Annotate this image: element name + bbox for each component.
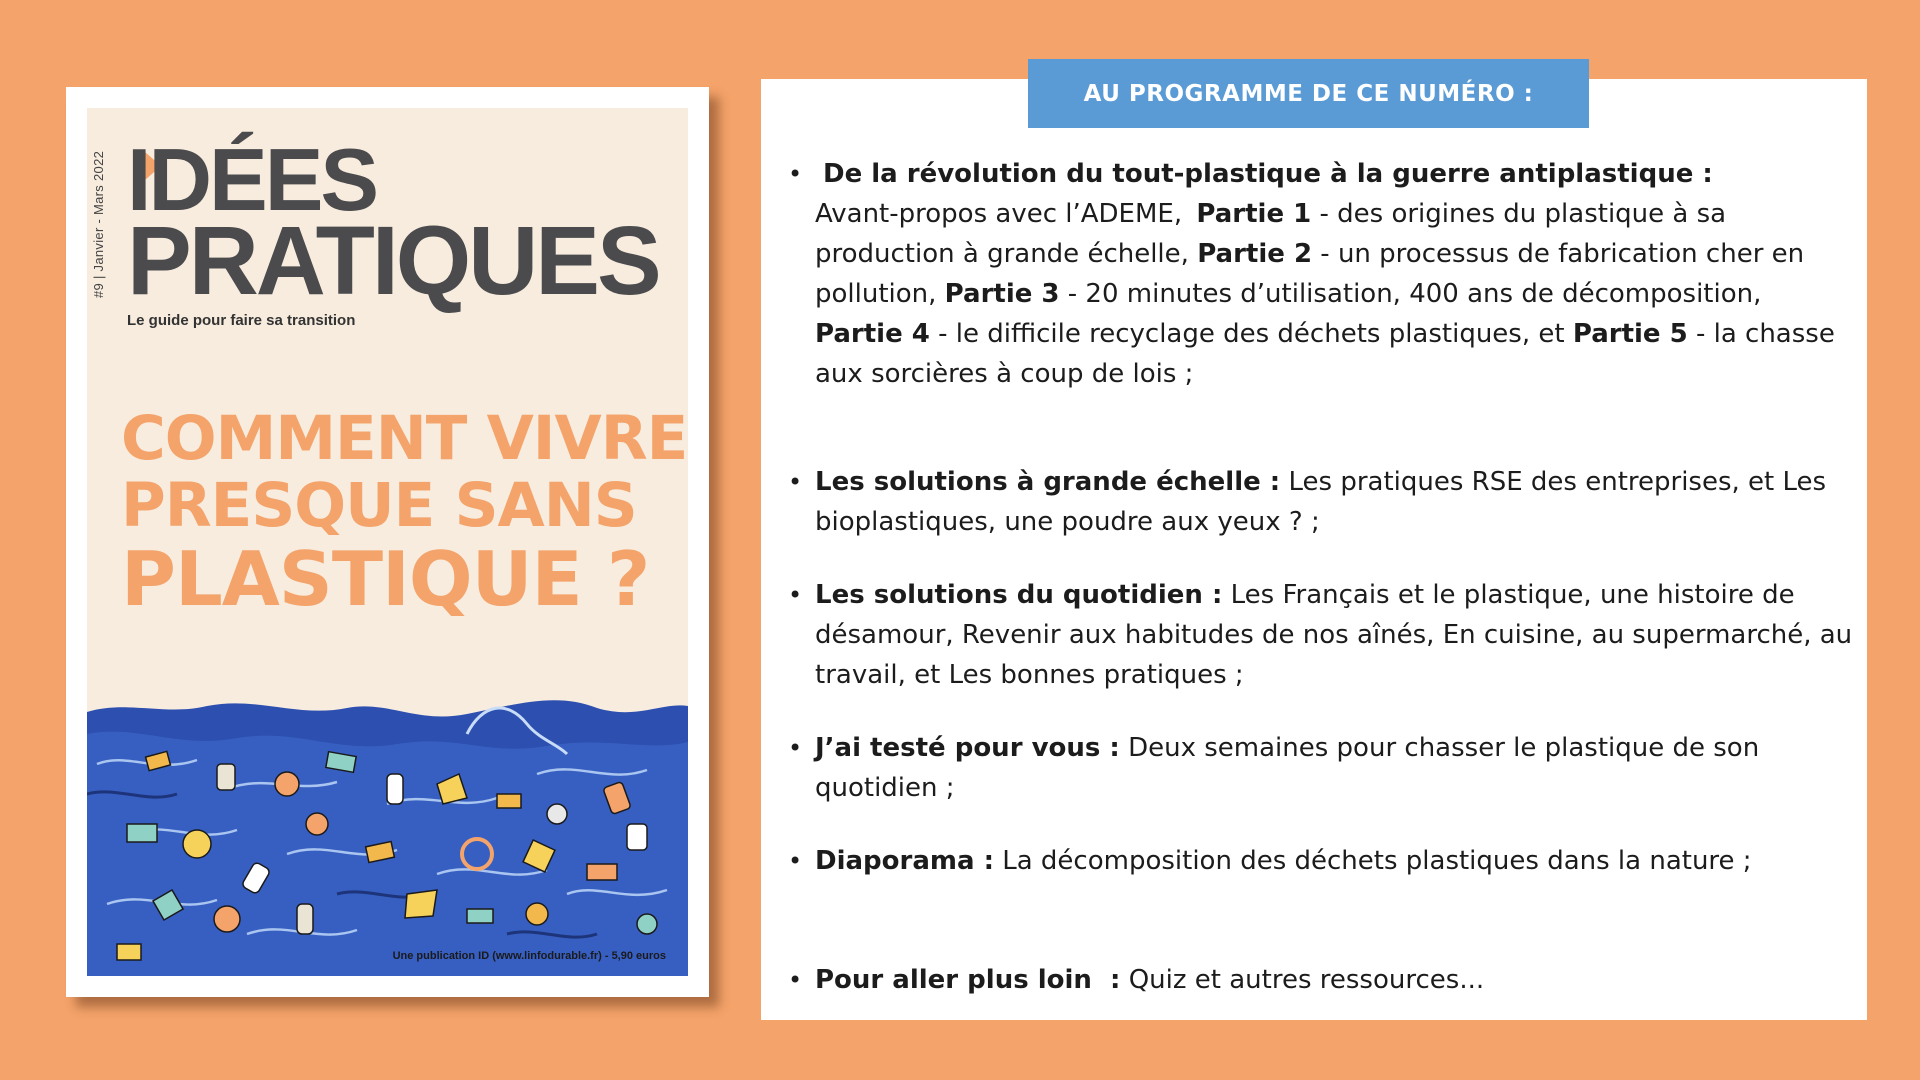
list-item [788,575,1855,695]
bullet-icon: • [788,581,803,609]
cover-page [87,108,688,976]
program-list [761,79,1867,1020]
item-title: Pour aller plus loin : [815,965,1121,995]
item-title: Les solutions à grande échelle : [815,467,1281,497]
item-title: J’ai testé pour vous : [815,733,1120,763]
part-label: Partie 1 [1196,199,1312,229]
cover-headline [121,403,688,623]
cover-tagline: Le guide pour faire sa transition [127,312,356,329]
program-badge: AU PROGRAMME DE CE NUMÉRO : [1028,59,1589,128]
item-text: Deux semaines pour chasser le plastique de son quotidien ; [815,733,1760,803]
ocean-illustration [87,694,688,976]
item-text: - un processus de fabrication cher en pollution, [815,239,1805,309]
bullet-icon: • [788,468,803,496]
item-text: - le difficile recyclage des déchets plastiques, et [938,319,1565,349]
list-item [788,154,1855,394]
bullet-icon: • [788,847,803,875]
part-label: Partie 4 [815,319,930,349]
item-text: La décomposition des déchets plastiques dans la nature ; [1002,846,1752,876]
bullet-icon: • [788,160,803,188]
publisher-line: Une publication ID (www.linfodurable.fr) - 5,90 euros [392,950,666,962]
list-item [788,728,1855,808]
headline-line-2: PRESQUE SANS [121,470,637,541]
logo-pratiques: PRATIQUES [127,206,659,315]
magazine-cover [66,87,709,997]
item-title: Les solutions du quotidien : [815,580,1223,610]
item-title: Diaporama : [815,846,994,876]
part-label: Partie 5 [1572,319,1688,349]
item-text: - des origines du plastique à sa production à grande échelle, [815,199,1727,269]
issue-info: #9 | Janvier - Mars 2022 [91,150,106,298]
item-text: Avant-propos avec l’ADEME, [815,199,1183,229]
part-label: Partie 3 [944,279,1060,309]
list-item [788,462,1855,542]
item-text: - la chasse aux sorcières à coup de lois ; [815,319,1835,389]
item-text: Les Français et le plastique, une histoire de désamour, Revenir aux habitudes de nos aînés, En cuisine, au supermarché, au travail, et Les bonnes pratiques ; [815,580,1853,690]
program-card [761,79,1867,1020]
item-text: Les pratiques RSE des entreprises, et Les bioplastiques, une poudre aux yeux ? ; [815,467,1827,537]
logo-ideas: IDÉES [127,130,377,229]
item-text: - 20 minutes d’utilisation, 400 ans de décomposition, [1067,279,1762,309]
item-title: De la révolution du tout-plastique à la guerre antiplastique : [823,159,1713,189]
headline-line-1: COMMENT VIVRE [121,403,688,474]
headline-line-3: PLASTIQUE ? [121,535,650,623]
part-label: Partie 2 [1197,239,1313,269]
list-item [788,841,1855,881]
bullet-icon: • [788,966,803,994]
list-item [788,960,1855,1000]
bullet-icon: • [788,734,803,762]
item-text: Quiz et autres ressources... [1128,965,1485,995]
